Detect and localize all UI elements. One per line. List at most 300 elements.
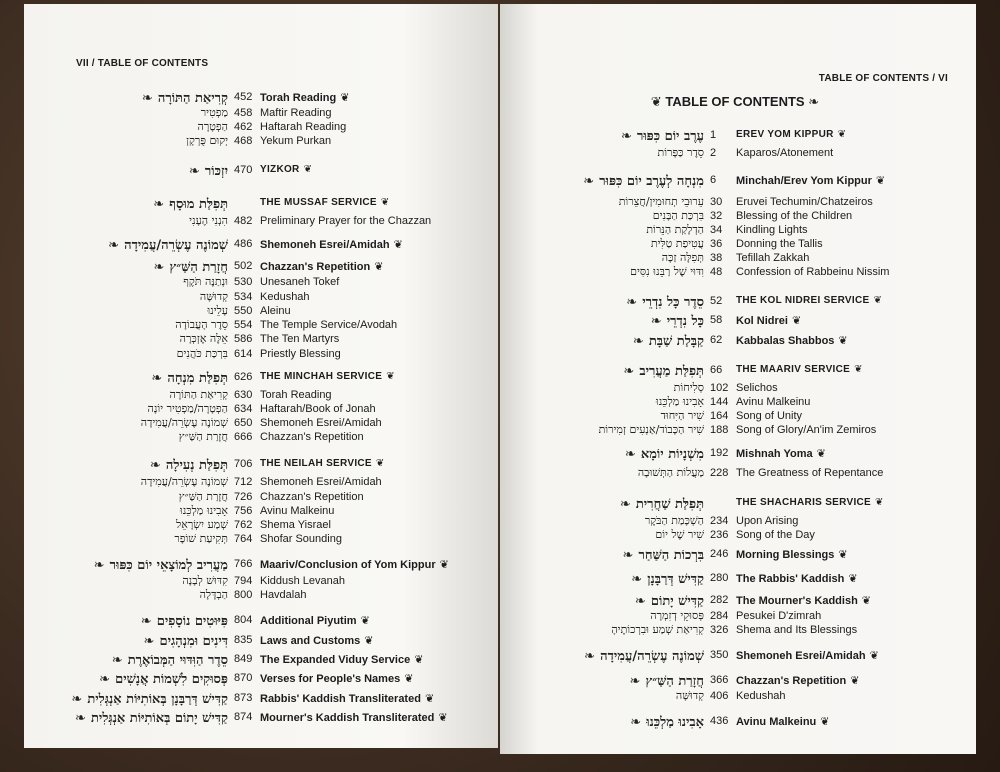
toc-entry-page-number: 462 bbox=[234, 121, 253, 133]
toc-entry-title-text: The Greatness of Repentance bbox=[736, 467, 884, 479]
toc-entry-title-text: THE SHACHARIS SERVICE bbox=[736, 497, 872, 508]
toc-entry bbox=[500, 466, 976, 482]
ornament-icon: ❦ bbox=[303, 164, 313, 175]
ornament-icon: ❧ bbox=[71, 691, 83, 706]
toc-entry-title bbox=[736, 610, 821, 622]
toc-entry-title bbox=[260, 634, 373, 647]
toc-entry-hebrew: קְדוּשָּׁה bbox=[675, 689, 704, 702]
toc-entry-title-text: Eruvei Techumin/Chatzeiros bbox=[736, 196, 873, 208]
ornament-icon: ❧ bbox=[143, 633, 155, 648]
toc-entry-page-number: 468 bbox=[234, 135, 253, 147]
toc-entry-hebrew: קַדִּישׁ דְּרַבָּנָן בְּאוֹתִיּוֹת אַנְגְּלִית bbox=[87, 692, 228, 707]
toc-entry-title-text: Tefillah Zakkah bbox=[736, 252, 810, 264]
toc-entry-page-number: 706 bbox=[234, 458, 253, 470]
ornament-icon: ❦ bbox=[386, 371, 395, 382]
toc-entry-title bbox=[260, 91, 349, 104]
toc-entry-title-text: EREV YOM KIPPUR bbox=[736, 129, 834, 140]
ornament-icon: ❧ bbox=[151, 370, 163, 385]
toc-entry bbox=[24, 671, 498, 687]
toc-entry-page-number: 712 bbox=[234, 476, 253, 488]
toc-entry-title bbox=[736, 147, 833, 159]
toc-entry-hebrew: עֶרֶב יוֹם כִּפּוּר bbox=[636, 129, 704, 144]
toc-entry-title-text: Chazzan's Repetition bbox=[736, 675, 847, 687]
toc-entry-title-text: Avinu Malkeinu bbox=[736, 396, 811, 408]
toc-entry-page-number: 586 bbox=[234, 333, 253, 345]
toc-entry-title-text: Upon Arising bbox=[736, 515, 799, 527]
toc-entry-title-text: Kol Nidrei bbox=[736, 315, 788, 327]
ornament-icon: ❧ bbox=[629, 673, 641, 688]
toc-entry-title-text: Kaparos/Atonement bbox=[736, 147, 834, 159]
toc-entry bbox=[24, 237, 498, 253]
toc-entry-hebrew: שְׁמוֹנֶה עֶשְׂרֵה/עֲמִידָה bbox=[600, 649, 704, 664]
toc-entry-page-number: 874 bbox=[234, 711, 253, 723]
toc-entry-hebrew: אָבִינוּ מַלְכֵּנוּ bbox=[646, 715, 704, 730]
toc-entry-page-number: 350 bbox=[710, 649, 729, 661]
toc-entry-title-text: Laws and Customs bbox=[260, 635, 361, 647]
ornament-icon: ❧ bbox=[188, 163, 200, 178]
toc-entry bbox=[24, 430, 498, 446]
ornament-icon: ❦ bbox=[837, 129, 847, 140]
ornament-icon: ❦ bbox=[424, 693, 435, 705]
toc-entry bbox=[24, 457, 498, 473]
toc-entry-title bbox=[736, 410, 802, 422]
toc-entry-page-number: 2 bbox=[710, 147, 717, 159]
toc-entry-title-text: Shofar Sounding bbox=[260, 533, 342, 545]
toc-entry-title bbox=[736, 196, 873, 208]
toc-entry-page-number: 873 bbox=[234, 692, 253, 704]
toc-entry-title-text: Shemoneh Esrei/Amidah bbox=[260, 476, 382, 488]
toc-entry-title-text: THE KOL NIDREI SERVICE bbox=[736, 295, 870, 306]
toc-entry-title-text: Kindling Lights bbox=[736, 224, 808, 236]
toc-entry-hebrew: מַעֲלוֹת הַתְּשׁוּבָה bbox=[637, 466, 704, 479]
toc-entry-hebrew: יְקוּם פֻּרְקָן bbox=[186, 134, 228, 147]
toc-entry-page-number: 634 bbox=[234, 403, 253, 415]
toc-entry bbox=[500, 673, 976, 689]
toc-entry-hebrew: פְּסוּקִים לִשְׁמוֹת אֲנָשִׁים bbox=[115, 672, 228, 687]
ornament-icon: ❧ bbox=[583, 173, 595, 188]
toc-entry-hebrew: דִּינִים וּמִנְהָגִים bbox=[159, 634, 228, 649]
toc-entry-page-number: 236 bbox=[710, 529, 729, 541]
toc-entry bbox=[500, 623, 976, 639]
toc-entry-title-text: Mishnah Yoma bbox=[736, 448, 813, 460]
ornament-icon: ❧ bbox=[149, 457, 161, 472]
toc-entry bbox=[24, 691, 498, 707]
toc-entry-page-number: 58 bbox=[710, 314, 723, 326]
toc-entry-title bbox=[260, 371, 395, 382]
toc-entry-title bbox=[736, 129, 846, 140]
toc-entry bbox=[500, 689, 976, 705]
toc-entry-title-text: Shemoneh Esrei/Amidah bbox=[260, 239, 390, 251]
ornament-icon: ❧ bbox=[632, 333, 644, 348]
toc-entry-title-text: Mourner's Kaddish Transliterated bbox=[260, 712, 435, 724]
toc-entry bbox=[500, 128, 976, 144]
toc-entry-page-number: 188 bbox=[710, 424, 729, 436]
toc-entry-hebrew: שִׁיר שֶׁל יוֹם bbox=[655, 528, 704, 541]
toc-entry-title-text: Yekum Purkan bbox=[260, 135, 332, 147]
toc-entry-hebrew: הַפְטָרָה/מַפְטִיר יוֹנָה bbox=[147, 402, 228, 415]
ornament-icon: ❧ bbox=[634, 593, 646, 608]
toc-entry-hebrew: מִשְׁנָיוֹת יוֹמָא bbox=[640, 447, 704, 462]
toc-entry-title bbox=[736, 548, 848, 561]
ornament-icon: ❦ bbox=[854, 364, 863, 375]
ornament-icon: ❦ bbox=[791, 315, 802, 327]
toc-entry bbox=[24, 557, 498, 573]
toc-entry-page-number: 530 bbox=[234, 276, 253, 288]
ornament-icon: ❧ bbox=[650, 313, 662, 328]
toc-entry bbox=[24, 613, 498, 629]
toc-entry-title-text: Chazzan's Repetition bbox=[260, 491, 364, 503]
toc-entry-title bbox=[736, 364, 863, 375]
toc-entry-page-number: 764 bbox=[234, 533, 253, 545]
toc-entry-page-number: 452 bbox=[234, 91, 253, 103]
toc-entry bbox=[24, 163, 498, 179]
toc-entry-hebrew: עֵרוּבֵי תְחוּמִין/חֲצֵרוֹת bbox=[618, 195, 704, 208]
ornament-icon: ❦ bbox=[850, 675, 860, 687]
toc-entry bbox=[24, 347, 498, 363]
ornament-icon: ❦ bbox=[820, 716, 830, 728]
toc-entry-title bbox=[260, 135, 331, 147]
toc-entry-hebrew: קְרִיאַת שְׁמַע וּבִרְכוֹתֶיהָ bbox=[611, 623, 704, 636]
toc-entry-title-text: Song of Unity bbox=[736, 410, 803, 422]
ornament-icon: ❧ bbox=[630, 714, 642, 729]
toc-entry-page-number: 436 bbox=[710, 715, 729, 727]
toc-entry-page-number: 32 bbox=[710, 210, 723, 222]
toc-entry-title bbox=[260, 276, 339, 288]
toc-entry-title bbox=[260, 533, 342, 545]
toc-entry-page-number: 804 bbox=[234, 614, 253, 626]
ornament-icon: ❦ bbox=[838, 335, 848, 347]
toc-entry-page-number: 794 bbox=[234, 575, 253, 587]
toc-entry-title bbox=[736, 382, 778, 394]
toc-entry-page-number: 406 bbox=[710, 690, 729, 702]
toc-entry-hebrew: תְּפִלָּה זַכָּה bbox=[661, 251, 704, 264]
toc-entry-title bbox=[260, 692, 434, 705]
toc-entry-title bbox=[260, 238, 403, 251]
toc-entry bbox=[24, 475, 498, 491]
toc-entry-title-text: The Temple Service/Avodah bbox=[260, 319, 398, 331]
toc-entry-page-number: 626 bbox=[234, 371, 253, 383]
toc-entry-hebrew: סֵדֶר כָּל נִדְרֵי bbox=[642, 295, 704, 310]
toc-entry-hebrew: הַפְטָרָה bbox=[197, 120, 228, 133]
toc-entry-hebrew: סֵדֶר הָעֲבוֹדָה bbox=[175, 318, 228, 331]
toc-entry-title bbox=[260, 197, 390, 208]
ornament-icon: ❦ bbox=[875, 497, 884, 508]
ornament-icon: ❦ bbox=[869, 650, 879, 662]
toc-entry-title bbox=[736, 594, 871, 607]
toc-entry-title bbox=[260, 672, 413, 685]
toc-entry-page-number: 38 bbox=[710, 252, 723, 264]
toc-entry-hebrew: הַבְדָּלָה bbox=[199, 588, 228, 601]
toc-entry-hebrew: שִׁיר הַכָּבוֹד/אַנְעִים זְמִירוֹת bbox=[598, 423, 704, 436]
ornament-icon: ❦ bbox=[816, 448, 826, 460]
toc-entry-title-text: Maariv/Conclusion of Yom Kippur bbox=[260, 559, 436, 571]
toc-entry-page-number: 870 bbox=[234, 672, 253, 684]
ornament-icon: ❧ bbox=[626, 294, 638, 309]
toc-entry-hebrew: סֵדֶר הַוִּדּוּי הַמְּבוֹאֶרֶת bbox=[127, 653, 228, 668]
ornament-icon: ❧ bbox=[153, 196, 165, 211]
toc-entry-title-text: Havdalah bbox=[260, 589, 307, 601]
toc-entry-title bbox=[260, 305, 291, 317]
ornament-icon: ❧ bbox=[619, 496, 631, 511]
toc-entry-title bbox=[736, 715, 830, 728]
toc-entry-page-number: 6 bbox=[710, 174, 717, 186]
toc-entry-hebrew: בִּרְכוֹת הַשַּׁחַר bbox=[638, 548, 704, 563]
toc-entry bbox=[24, 275, 498, 291]
ornament-icon: ❦ bbox=[838, 549, 848, 561]
toc-entry-title bbox=[260, 711, 448, 724]
toc-entry-title bbox=[736, 674, 859, 687]
toc-entry-title bbox=[736, 314, 801, 327]
toc-entry-title-text: THE MUSSAF SERVICE bbox=[260, 197, 377, 208]
toc-entry-hebrew: פְּסוּקֵי דְזִמְרָה bbox=[650, 609, 704, 622]
toc-entry-hebrew: שִׁיר הַיִּחוּד bbox=[660, 409, 704, 422]
toc-entry-page-number: 144 bbox=[710, 396, 729, 408]
toc-entry-title bbox=[736, 447, 826, 460]
toc-entry bbox=[24, 134, 498, 150]
ornament-icon: ❦ bbox=[374, 261, 384, 273]
toc-entry bbox=[24, 214, 498, 230]
toc-entry-title-text: Minchah/Erev Yom Kippur bbox=[736, 175, 872, 187]
ornament-icon: ❦ bbox=[873, 295, 883, 306]
toc-entry bbox=[24, 633, 498, 649]
toc-entry bbox=[500, 313, 976, 329]
toc-entry-page-number: 630 bbox=[234, 389, 253, 401]
toc-entry-page-number: 650 bbox=[234, 417, 253, 429]
toc-entry-hebrew: חֲזָרַת הַשַּׁ״ץ bbox=[178, 430, 228, 443]
running-head-right: TABLE OF CONTENTS / VI bbox=[818, 73, 948, 84]
toc-entry-page-number: 192 bbox=[710, 447, 729, 459]
toc-entry-title-text: THE NEILAH SERVICE bbox=[260, 458, 372, 469]
toc-entry-title-text: The Rabbis' Kaddish bbox=[736, 573, 845, 585]
ornament-icon: ❧ bbox=[93, 557, 105, 572]
toc-entry-title-text: Shemoneh Esrei/Amidah bbox=[260, 417, 382, 429]
toc-entry bbox=[24, 196, 498, 212]
ornament-icon: ❦ bbox=[650, 94, 662, 109]
toc-entry-page-number: 30 bbox=[710, 196, 723, 208]
ornament-icon: ❧ bbox=[620, 128, 632, 143]
toc-entry-page-number: 766 bbox=[234, 558, 253, 570]
toc-entry-title-text: Donning the Tallis bbox=[736, 238, 823, 250]
ornament-icon: ❧ bbox=[623, 363, 635, 378]
right-page bbox=[500, 4, 976, 754]
toc-entry bbox=[24, 710, 498, 726]
toc-entry-title bbox=[736, 497, 884, 508]
toc-entry bbox=[500, 294, 976, 310]
toc-entry-title bbox=[260, 491, 364, 503]
toc-entry-page-number: 835 bbox=[234, 634, 253, 646]
toc-entry-title bbox=[736, 238, 823, 250]
ornament-icon: ❦ bbox=[861, 595, 872, 607]
toc-entry-hebrew: וּנְתַנֶּה תֹּקֶף bbox=[183, 275, 228, 288]
toc-entry-title-text: Haftarah/Book of Jonah bbox=[260, 403, 376, 415]
toc-entry-title bbox=[736, 224, 808, 236]
toc-entry-title-text: Shema and Its Blessings bbox=[736, 624, 858, 636]
toc-entry-title bbox=[736, 210, 852, 222]
toc-entry-hebrew: עֲטִיפַת טַלִּית bbox=[650, 237, 704, 250]
toc-entry-title bbox=[736, 529, 815, 541]
toc-entry-page-number: 458 bbox=[234, 107, 253, 119]
toc-entry bbox=[500, 146, 976, 162]
toc-entry-title bbox=[736, 690, 786, 702]
toc-entry-page-number: 366 bbox=[710, 674, 729, 686]
toc-entry-title bbox=[736, 334, 848, 347]
toc-entry bbox=[500, 333, 976, 349]
toc-entry-hebrew: סֵדֶר כַּפָּרוֹת bbox=[657, 146, 704, 159]
toc-entry-page-number: 102 bbox=[710, 382, 729, 394]
toc-entry-hebrew: חֲזָרַת הַשַּׁ״ץ bbox=[178, 490, 228, 503]
toc-entry-page-number: 34 bbox=[710, 224, 723, 236]
toc-entry-hebrew: קַדִּישׁ יָתוֹם בְּאוֹתִיּוֹת אַנְגְּלִית bbox=[91, 711, 228, 726]
toc-entry-title-text: Shemoneh Esrei/Amidah bbox=[736, 650, 866, 662]
toc-entry-hebrew: תְּקִיעַת שׁוֹפָר bbox=[174, 532, 228, 545]
toc-entry-title bbox=[736, 515, 798, 527]
toc-title: TABLE OF CONTENTS bbox=[665, 94, 805, 109]
toc-entry-title bbox=[260, 403, 376, 415]
toc-entry-title-text: Kedushah bbox=[736, 690, 786, 702]
toc-entry-page-number: 470 bbox=[234, 164, 253, 176]
toc-entry-title bbox=[260, 575, 345, 587]
toc-entry-title bbox=[260, 614, 370, 627]
toc-entry bbox=[500, 446, 976, 462]
toc-entry-title-text: Kedushah bbox=[260, 291, 310, 303]
toc-entry-title-text: THE MAARIV SERVICE bbox=[736, 364, 851, 375]
toc-entry-page-number: 554 bbox=[234, 319, 253, 331]
toc-entry-title bbox=[736, 424, 876, 436]
ornament-icon: ❦ bbox=[380, 197, 390, 208]
ornament-icon: ❧ bbox=[153, 259, 165, 274]
toc-entry-title bbox=[260, 505, 334, 517]
toc-entry-title-text: THE MINCHAH SERVICE bbox=[260, 371, 383, 382]
toc-entry-title-text: Chazzan's Repetition bbox=[260, 261, 371, 273]
toc-entry-title-text: Song of Glory/An'im Zemiros bbox=[736, 424, 877, 436]
toc-entry-hebrew: כָּל נִדְרֵי bbox=[666, 314, 704, 329]
toc-entry-page-number: 534 bbox=[234, 291, 253, 303]
toc-entry-title-text: Maftir Reading bbox=[260, 107, 332, 119]
toc-entry-title-text: Selichos bbox=[736, 382, 778, 394]
toc-entry-title bbox=[260, 417, 382, 429]
left-page bbox=[24, 4, 498, 748]
toc-entry-page-number: 164 bbox=[710, 410, 729, 422]
toc-entry-title bbox=[736, 624, 857, 636]
toc-entry-hebrew: שְׁמוֹנֶה עֶשְׂרֵה/עֲמִידָה bbox=[140, 475, 228, 488]
ornament-icon: ❦ bbox=[364, 635, 374, 647]
toc-entry-page-number: 52 bbox=[710, 295, 723, 307]
toc-entry-page-number: 666 bbox=[234, 431, 253, 443]
toc-entry-title bbox=[260, 653, 423, 666]
toc-entry-page-number: 762 bbox=[234, 519, 253, 531]
toc-entry-hebrew: אָבִינוּ מַלְכֵּנוּ bbox=[179, 504, 228, 517]
toc-entry-title-text: Shema Yisrael bbox=[260, 519, 331, 531]
toc-entry-page-number: 282 bbox=[710, 594, 729, 606]
ornament-icon: ❧ bbox=[75, 710, 86, 725]
toc-entry-title bbox=[736, 649, 879, 662]
toc-entry-page-number: 482 bbox=[234, 215, 253, 227]
toc-entry-hebrew: חֲזָרַת הַשַּׁ״ץ bbox=[645, 674, 704, 689]
toc-entry-hebrew: תְּפִלַּת שַׁחֲרִית bbox=[635, 497, 704, 512]
toc-entry bbox=[24, 532, 498, 548]
toc-entry-hebrew: תְּפִלַּת מִנְחָה bbox=[167, 371, 228, 386]
toc-entry-page-number: 36 bbox=[710, 238, 723, 250]
toc-entry-title bbox=[260, 291, 310, 303]
toc-entry-page-number: 280 bbox=[710, 572, 729, 584]
toc-entry-hebrew: שְׁמוֹנֶה עֶשְׂרֵה/עֲמִידָה bbox=[140, 416, 228, 429]
toc-entry-title-text: Unesaneh Tokef bbox=[260, 276, 340, 288]
toc-entry-hebrew: שְׁמַע יִשְׂרָאֵל bbox=[176, 518, 228, 531]
toc-entry bbox=[500, 547, 976, 563]
toc-entry-title-text: Kiddush Levanah bbox=[260, 575, 346, 587]
toc-entry-hebrew: תְּפִלַּת מַעֲרִיב bbox=[639, 364, 704, 379]
running-head-left: VII / TABLE OF CONTENTS bbox=[76, 58, 209, 69]
toc-entry bbox=[500, 648, 976, 664]
ornament-icon: ❦ bbox=[404, 673, 414, 685]
toc-entry-title-text: The Ten Martyrs bbox=[260, 333, 340, 345]
toc-entry-title-text: Song of the Day bbox=[736, 529, 815, 541]
toc-entry-title-text: Torah Reading bbox=[260, 92, 337, 104]
toc-entry-title bbox=[260, 389, 332, 401]
toc-entry-hebrew: תְּפִלַּת נְעִילָה bbox=[165, 458, 228, 473]
toc-entry-title-text: The Expanded Viduy Service bbox=[260, 654, 411, 666]
toc-entry-title bbox=[736, 396, 810, 408]
toc-entry-hebrew: אָבִינוּ מַלְכֵּנוּ bbox=[655, 395, 704, 408]
toc-entry-title-text: The Mourner's Kaddish bbox=[736, 595, 858, 607]
toc-entry-hebrew: עָלֵינוּ bbox=[207, 304, 228, 317]
toc-entry-title-text: Morning Blessings bbox=[736, 549, 835, 561]
toc-entry-page-number: 1 bbox=[710, 129, 717, 141]
toc-entry-title bbox=[260, 107, 332, 119]
toc-entry-hebrew: קַבָּלַת שַׁבָּת bbox=[648, 334, 704, 349]
toc-entry-title bbox=[736, 295, 882, 306]
toc-entry-title bbox=[260, 260, 383, 273]
toc-entry-hebrew: פִּיּוּטִים נוֹסָפִים bbox=[156, 614, 228, 629]
toc-entry-hebrew: קְדוּשָּׁה bbox=[199, 290, 228, 303]
toc-entry-hebrew: שְׁמוֹנֶה עֶשְׂרֵה/עֲמִידָה bbox=[124, 238, 228, 253]
ornament-icon: ❧ bbox=[808, 94, 820, 109]
ornament-icon: ❦ bbox=[375, 458, 385, 469]
toc-entry-hebrew: הַדְלָקַת הַנֵּרוֹת bbox=[646, 223, 704, 236]
ornament-icon: ❦ bbox=[340, 92, 350, 104]
toc-entry bbox=[500, 571, 976, 587]
toc-entry-title-text: Confession of Rabbeinu Nissim bbox=[736, 266, 890, 278]
toc-entry-hebrew: קְרִיאַת הַתּוֹרָה bbox=[157, 91, 228, 106]
toc-entry-hebrew: קִדּוּשׁ לְבָנָה bbox=[182, 574, 228, 587]
toc-entry-hebrew: הַשְׁכָּמַת הַבֹּקֶר bbox=[644, 514, 704, 527]
toc-entry bbox=[24, 588, 498, 604]
toc-entry-title-text: Pesukei D'zimrah bbox=[736, 610, 822, 622]
toc-entry-page-number: 800 bbox=[234, 589, 253, 601]
toc-entry-page-number: 756 bbox=[234, 505, 253, 517]
ornament-icon: ❦ bbox=[875, 175, 886, 187]
toc-entry-title-text: Kabbalas Shabbos bbox=[736, 335, 835, 347]
ornament-icon: ❧ bbox=[584, 648, 596, 663]
ornament-icon: ❦ bbox=[438, 712, 448, 724]
toc-entry-title bbox=[260, 348, 341, 360]
toc-entry-hebrew: חֲזָרַת הַשַּׁ״ץ bbox=[169, 260, 228, 275]
toc-entry-title-text: Verses for People's Names bbox=[260, 673, 401, 685]
toc-entry-hebrew: מַפְטִיר bbox=[200, 106, 228, 119]
toc-entry-page-number: 246 bbox=[710, 548, 729, 560]
toc-entry-hebrew: קְרִיאַת הַתּוֹרָה bbox=[169, 388, 228, 401]
toc-entry-hebrew: אֵלֶּה אֶזְכְּרָה bbox=[179, 332, 228, 345]
toc-entry-title bbox=[260, 458, 385, 469]
toc-entry-title-text: Rabbis' Kaddish Transliterated bbox=[260, 693, 421, 705]
ornament-icon: ❧ bbox=[111, 652, 123, 667]
toc-entry-hebrew: קַדִּישׁ דְּרַבָּנָן bbox=[647, 572, 704, 587]
toc-title-heading bbox=[630, 94, 840, 110]
ornament-icon: ❧ bbox=[624, 446, 636, 461]
toc-entry-hebrew: בִּרְכַּת כֹּהֲנִים bbox=[176, 347, 228, 360]
toc-entry-title bbox=[260, 558, 449, 571]
toc-entry-title bbox=[260, 215, 431, 227]
